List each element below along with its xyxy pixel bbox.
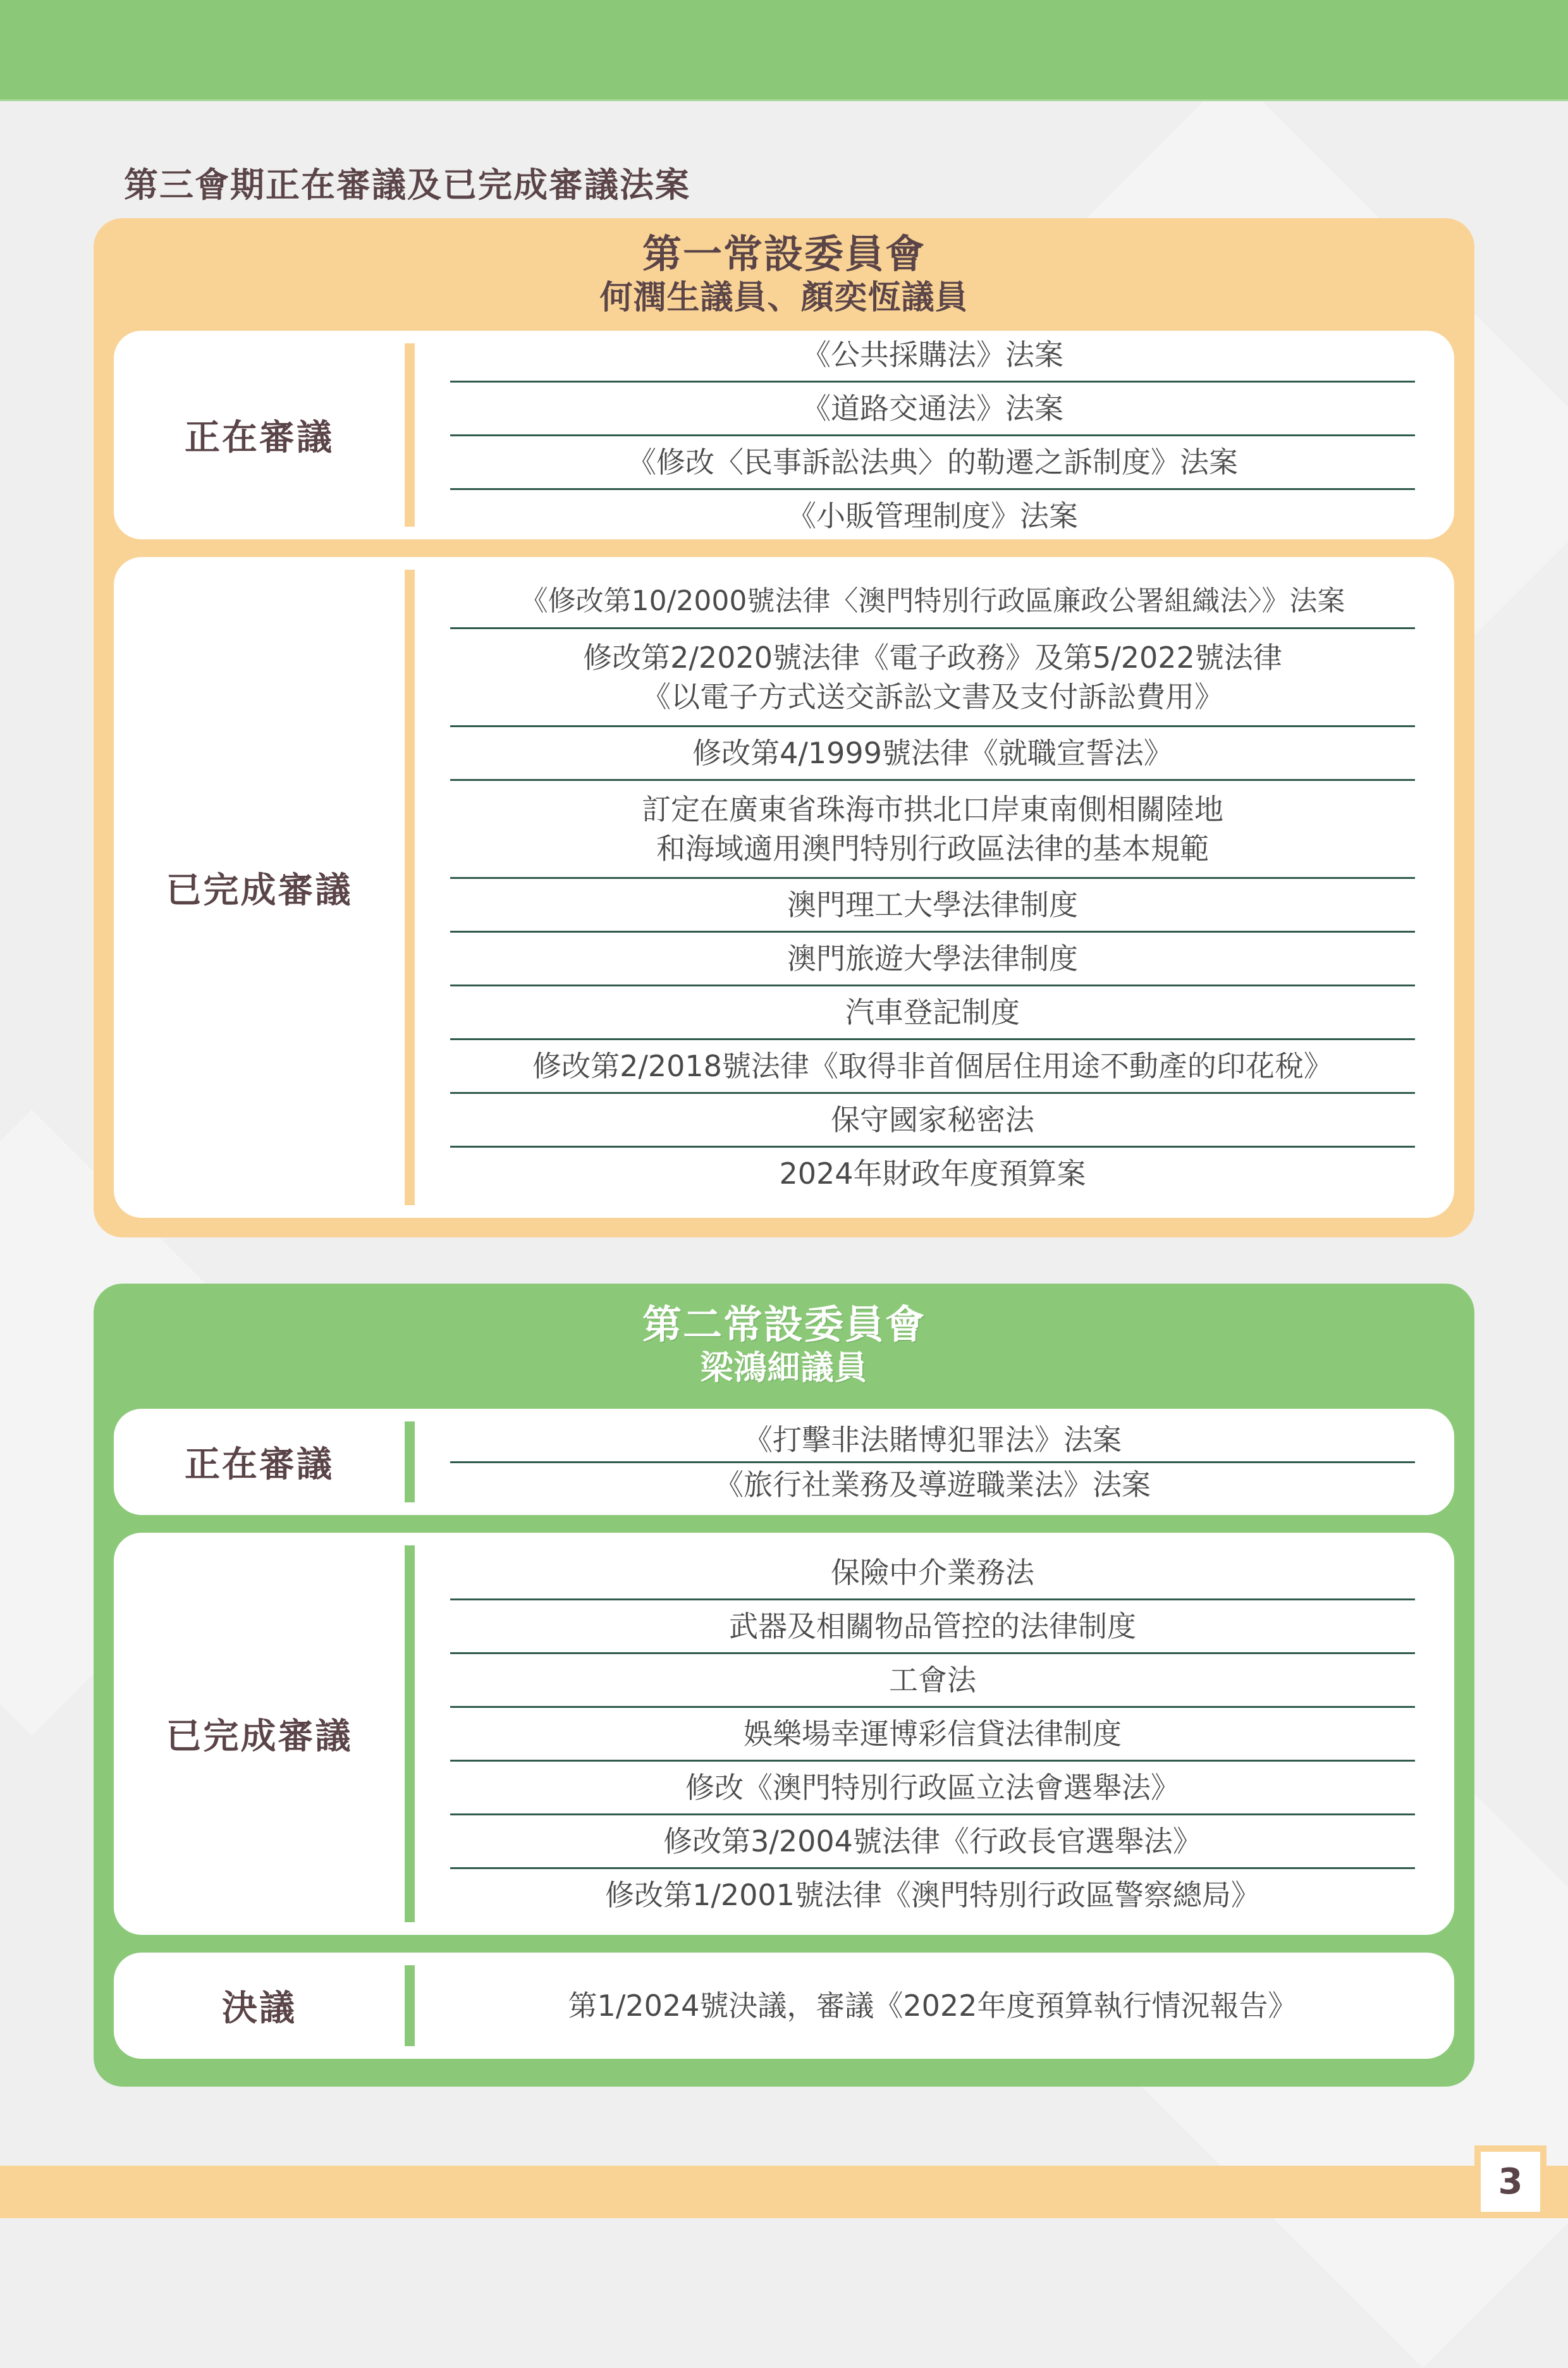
section-label: 決議 xyxy=(222,1988,297,2029)
bill-item: 《修改〈民事訴訟法典〉的勒遷之訴制度》法案 xyxy=(450,436,1415,490)
committee-header xyxy=(114,1284,1454,1409)
bill-item: 澳門理工大學法律制度 xyxy=(450,879,1415,933)
bill-item xyxy=(450,781,1415,879)
vertical-divider xyxy=(405,1421,415,1502)
bill-item: 《旅行社業務及導遊職業法》法案 xyxy=(714,1467,1151,1502)
bill-list xyxy=(415,1953,1454,2059)
section-under-review xyxy=(114,331,1454,539)
bill-item: 娛樂場幸運博彩信貸法律制度 xyxy=(450,1708,1415,1762)
committee-card-1 xyxy=(94,218,1474,1237)
section-completed xyxy=(114,1533,1454,1935)
bill-item: 汽車登記制度 xyxy=(450,986,1415,1040)
bottom-band xyxy=(0,2166,1568,2218)
bill-item: 修改第4/1999號法律《就職宣誓法》 xyxy=(450,727,1415,781)
bill-item: 《公共採購法》法案 xyxy=(450,329,1415,383)
bill-item: 第1/2024號決議，審議《2022年度預算執行情況報告》 xyxy=(568,1989,1297,2023)
bill-list xyxy=(415,1533,1454,1935)
bill-item: 《修改第10/2000號法律〈澳門特別行政區廉政公署組織法〉》法案 xyxy=(450,575,1415,629)
bill-item-line: 訂定在廣東省珠海市拱北口岸東南側相關陸地 xyxy=(642,792,1223,826)
section-under-review xyxy=(114,1409,1454,1515)
bill-item: 保險中介業務法 xyxy=(450,1547,1415,1600)
bill-list xyxy=(415,1409,1454,1515)
bill-list xyxy=(415,557,1454,1218)
bill-item: 2024年財政年度預算案 xyxy=(779,1156,1086,1191)
section-label: 正在審議 xyxy=(185,417,334,458)
top-banner xyxy=(0,0,1568,101)
section-label: 已完成審議 xyxy=(166,1716,353,1757)
bill-item: 《道路交通法》法案 xyxy=(450,383,1415,436)
section-resolution xyxy=(114,1953,1454,2059)
committee-title: 第一常設委員會 xyxy=(642,231,926,277)
section-label: 正在審議 xyxy=(185,1444,334,1485)
bill-item: 武器及相關物品管控的法律制度 xyxy=(450,1600,1415,1654)
vertical-divider xyxy=(405,343,415,527)
bill-item: 保守國家秘密法 xyxy=(450,1094,1415,1148)
bill-item: 澳門旅遊大學法律制度 xyxy=(450,933,1415,986)
vertical-divider xyxy=(405,1545,415,1922)
vertical-divider xyxy=(405,570,415,1205)
committee-header xyxy=(114,218,1454,331)
section-completed xyxy=(114,557,1454,1218)
bill-item: 《打擊非法賭博犯罪法》法案 xyxy=(450,1418,1415,1463)
bill-item: 修改《澳門特別行政區立法會選舉法》 xyxy=(450,1762,1415,1815)
committee-card-2 xyxy=(94,1284,1474,2087)
bill-item: 修改第2/2018號法律《取得非首個居住用途不動產的印花稅》 xyxy=(450,1040,1415,1094)
bill-item-line: 修改第2/2020號法律《電子政務》及第5/2022號法律 xyxy=(583,641,1282,675)
bill-item xyxy=(450,629,1415,727)
committee-members: 何潤生議員、顏奕恆議員 xyxy=(599,279,969,317)
vertical-divider xyxy=(405,1965,415,2046)
bill-item: 修改第1/2001號法律《澳門特別行政區警察總局》 xyxy=(605,1878,1260,1912)
section-label: 已完成審議 xyxy=(166,869,353,911)
committee-members: 梁鴻細議員 xyxy=(700,1349,868,1387)
page-heading: 第三會期正在審議及已完成審議法案 xyxy=(124,165,690,205)
bill-item-line: 《以電子方式送交訴訟文書及支付訴訟費用》 xyxy=(642,680,1223,714)
bill-item: 《小販管理制度》法案 xyxy=(787,498,1078,533)
bill-item: 修改第3/2004號法律《行政長官選舉法》 xyxy=(450,1815,1415,1869)
bill-list xyxy=(415,331,1454,539)
bill-item: 工會法 xyxy=(450,1654,1415,1708)
page-number: 3 xyxy=(1474,2145,1547,2218)
bill-item-line: 和海域適用澳門特別行政區法律的基本規範 xyxy=(656,831,1209,866)
committee-title: 第二常設委員會 xyxy=(642,1301,926,1347)
